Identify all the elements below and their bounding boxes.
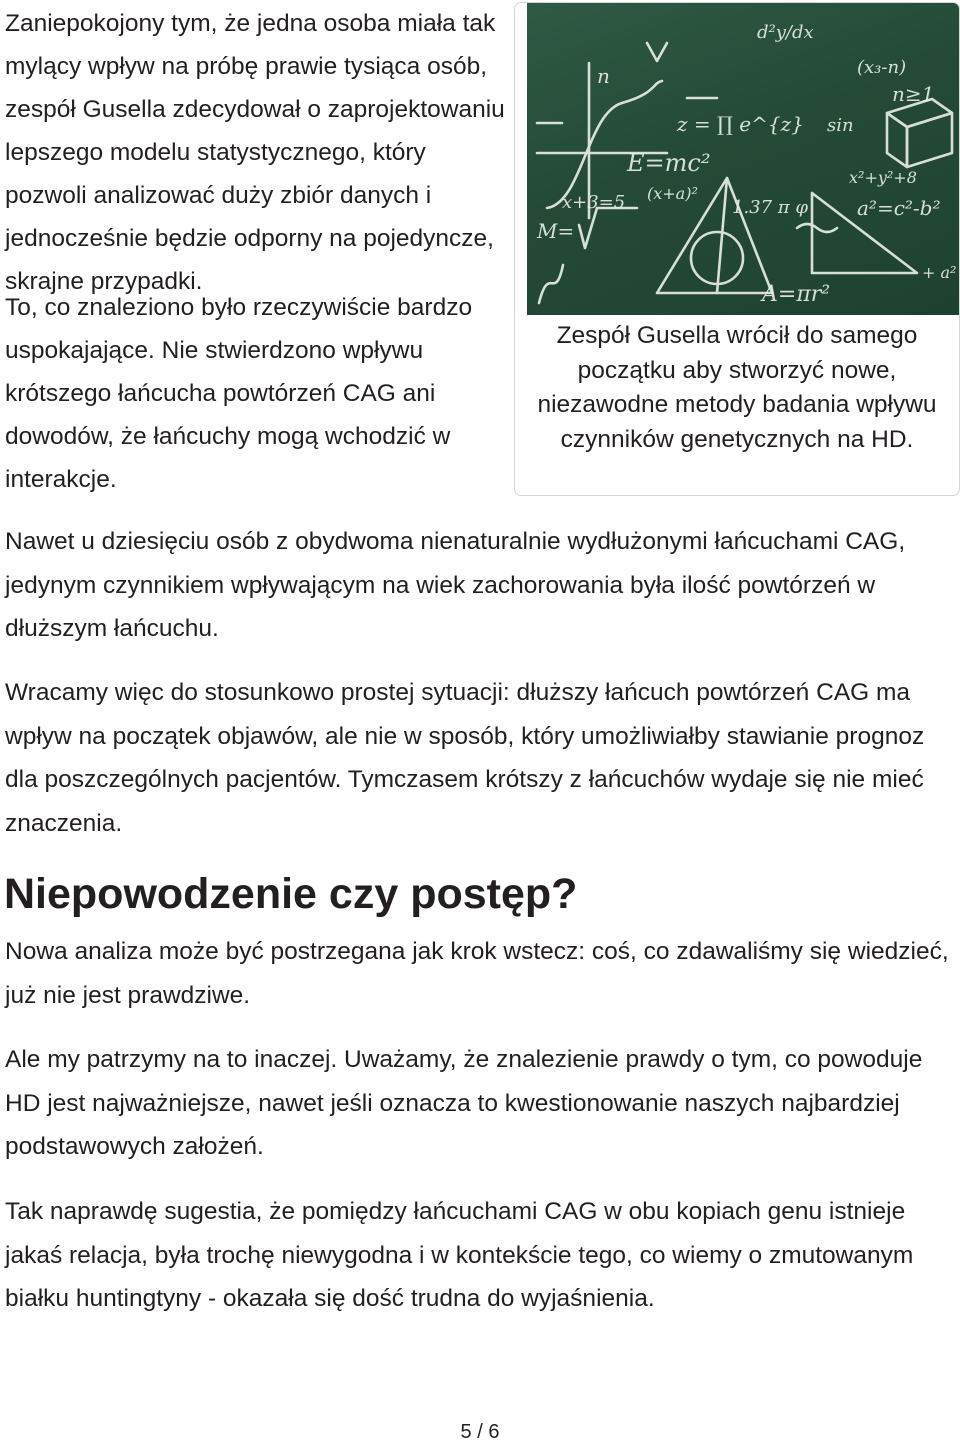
- formula-emc2: E=mc²: [627, 149, 711, 177]
- formula-xa: (x+a)²: [647, 184, 698, 203]
- formula-pythagoras: a²=c²-b²: [857, 196, 941, 220]
- formula-x3: x+3=5: [562, 192, 626, 213]
- formula-xyz: + a²: [922, 263, 957, 282]
- formula-dx: d²y/dx: [757, 22, 814, 43]
- chalkboard-image: [527, 3, 959, 315]
- formula-poly: x²+y²+8: [849, 168, 917, 187]
- chalkboard-drawing: [527, 3, 959, 315]
- formula-area: A=πr²: [762, 282, 831, 307]
- figure-caption: Zespół Gusella wrócił do samego początku aby stworzyć nowe, niezawodne metody badania wpływu czynników genetycznych na HD.: [537, 322, 937, 453]
- figure-box: [514, 2, 960, 496]
- paragraph-new-analysis: Nowa analiza może być postrzegana jak krok wstecz: coś, co zdawaliśmy się wiedzieć, już nie jest prawdziwe.: [5, 938, 949, 1009]
- formula-sin: sin: [827, 115, 854, 136]
- formula-n: n≥1: [892, 82, 935, 106]
- formula-pi: 1.37 π φ: [732, 197, 808, 218]
- formula-n2: n: [597, 64, 610, 88]
- section-heading: Niepowodzenie czy postęp?: [4, 870, 578, 918]
- paragraph-findings: To, co znaleziono było rzeczywiście bardzo uspokajające. Nie stwierdzono wpływu krótszego łańcucha powtórzeń CAG ani dowodów, że łańcuchy mogą wchodzić w interakcje.: [5, 294, 473, 493]
- page-number: 5 / 6: [460, 1421, 500, 1443]
- paragraph-our-view: Ale my patrzymy na to inaczej. Uważamy, że znalezienie prawdy o tym, co powoduje HD jest najważniejsze, nawet jeśli oznacza to kwestionowanie naszych najbardziej podstawowych założeń.: [5, 1046, 923, 1160]
- paragraph-suggestion: Tak naprawdę sugestia, że pomiędzy łańcuchami CAG w obu kopiach genu istnieje jakaś relacja, była trochę niewygodna i w kontekście tego, co wiemy o zmutowanym białku huntingtyny - okazała się dość trudna do wyjaśnienia.: [5, 1198, 914, 1312]
- paragraph-concern: Zaniepokojony tym, że jedna osoba miała tak mylący wpływ na próbę prawie tysiąca osób, zespół Gusella zdecydował o zaprojektowaniu lepszego modelu statystycznego, który pozwoli analizować duży zbiór danych i jednocześnie będzie odporny na pojedyncze, skrajne przypadki.: [5, 10, 505, 295]
- formula-xn: (x₃-n): [857, 57, 907, 78]
- paragraph-ten-people: Nawet u dziesięciu osób z obydwoma nienaturalnie wydłużonymi łańcuchami CAG, jedynym czynnikiem wpływającym na wiek zachorowania była ilość powtórzeń w dłuższym łańcuchu.: [5, 528, 906, 642]
- formula-m: M=: [537, 219, 575, 243]
- paragraph-simple-situation: Wracamy więc do stosunkowo prostej sytuacji: dłuższy łańcuch powtórzeń CAG ma wpływ na początek objawów, ale nie w sposób, który umożliwiałby stawianie prognoz dla poszczególnych pacjentów. Tymczasem krótszy z łańcuchów wydaje się nie mieć znaczenia.: [5, 679, 925, 837]
- formula-z: z = ∏ e^{z}: [677, 112, 804, 136]
